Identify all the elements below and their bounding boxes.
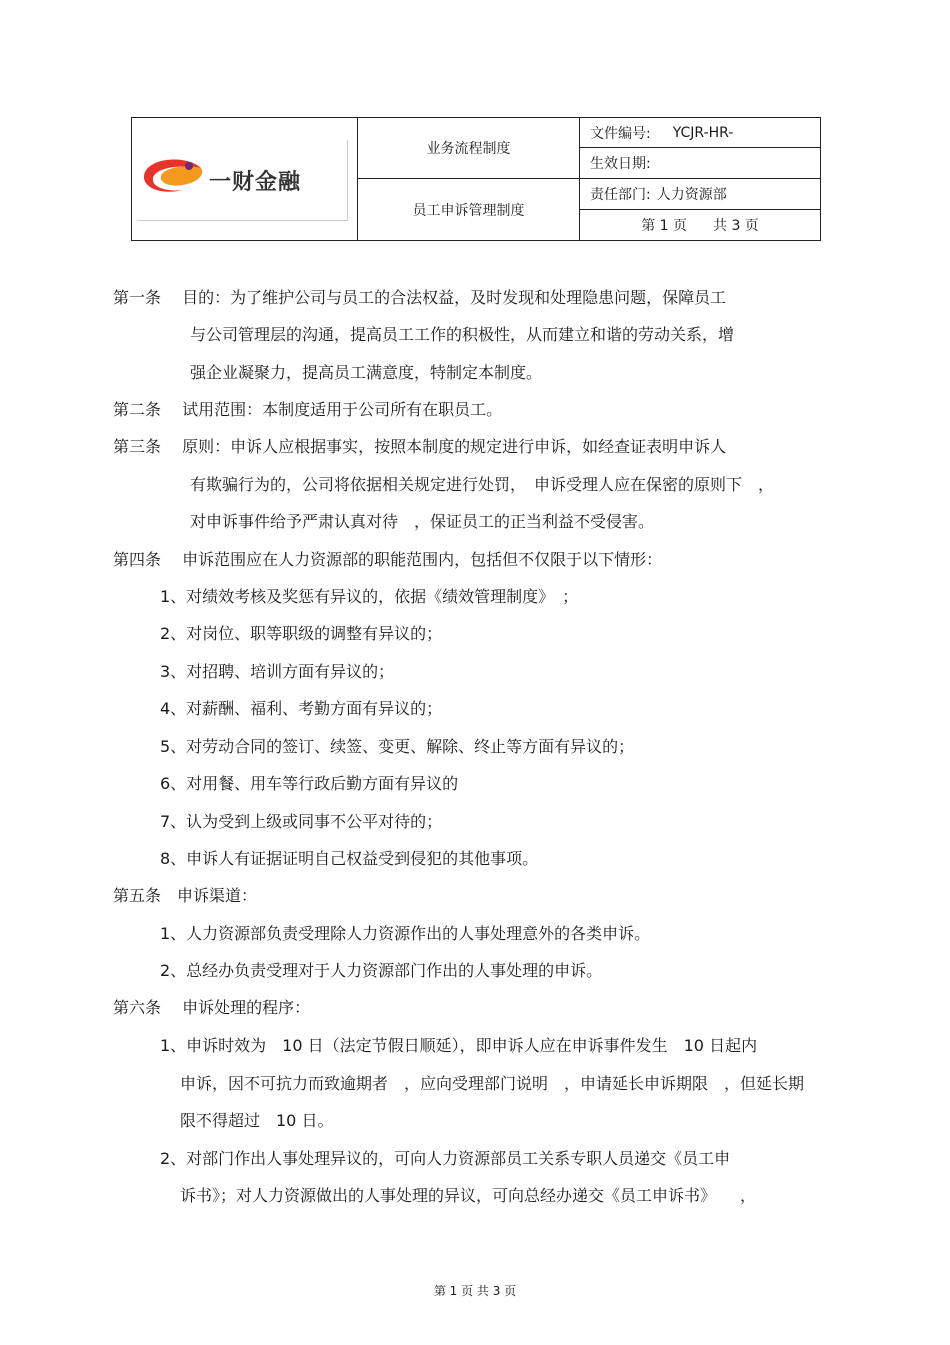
body-line: 诉书》；对人力资源做出的人事处理的异议，可向总经办递交《员工申诉书》 ， bbox=[180, 1186, 757, 1205]
effective-date-row bbox=[580, 148, 820, 179]
department-row bbox=[580, 179, 820, 210]
body-line: 第二条 试用范围：本制度适用于公司所有在职员工。 bbox=[113, 400, 503, 419]
doc-number-row bbox=[580, 118, 820, 148]
list-item: 1、人力资源部负责受理除人力资源作出的人事处理意外的各类申诉。 bbox=[160, 924, 651, 943]
body-line: 与公司管理层的沟通，提高员工工作的积极性，从而建立和谐的劳动关系，增 bbox=[190, 325, 735, 344]
list-item: 4、对薪酬、福利、考勤方面有异议的； bbox=[160, 699, 443, 718]
document-title: 员工申诉管理制度 bbox=[412, 202, 525, 219]
logo-swoosh-icon bbox=[139, 154, 209, 204]
page-total: 共 3 页 bbox=[713, 218, 759, 234]
title-cell bbox=[358, 179, 580, 240]
body-line: 有欺骗行为的，公司将依据相关规定进行处罚， 申诉受理人应在保密的原则下 ， bbox=[190, 475, 775, 494]
body-line: 第四条 申诉范围应在人力资源部的职能范围内，包括但不仅限于以下情形： bbox=[113, 550, 663, 569]
body-line: 申诉，因不可抗力而致逾期者 ，应向受理部门说明 ，申请延长申诉期限 ，但延长期 bbox=[180, 1074, 805, 1093]
doc-number-value: YCJR-HR- bbox=[672, 124, 734, 141]
body-line: 强企业凝聚力，提高员工满意度，特制定本制度。 bbox=[190, 363, 543, 382]
body-line: 第五条 申诉渠道： bbox=[113, 886, 258, 905]
page-current: 第 1 页 bbox=[641, 218, 687, 234]
list-item: 8、申诉人有证据证明自己权益受到侵犯的其他事项。 bbox=[160, 849, 539, 868]
body-line: 对申诉事件给予严肃认真对待 ，保证员工的正当利益不受侵害。 bbox=[190, 512, 655, 531]
list-item: 7、认为受到上级或同事不公平对待的； bbox=[160, 812, 443, 831]
list-item: 5、对劳动合同的签订、续签、变更、解除、终止等方面有异议的； bbox=[160, 737, 635, 756]
list-item: 2、对岗位、职等职级的调整有异议的； bbox=[160, 624, 443, 643]
logo-cell bbox=[132, 118, 358, 240]
logo-text: 一财金融 bbox=[209, 170, 302, 195]
category-label: 业务流程制度 bbox=[426, 141, 511, 157]
department-label: 责任部门: bbox=[590, 187, 651, 203]
list-item: 6、对用餐、用车等行政后勤方面有异议的 bbox=[160, 774, 459, 793]
body-line: 第一条 目的：为了维护公司与员工的合法权益，及时发现和处理隐患问题，保障员工 bbox=[113, 288, 727, 307]
page-footer: 第 1 页 共 3 页 bbox=[433, 1284, 517, 1298]
list-item: 2、总经办负责受理对于人力资源部门作出的人事处理的申诉。 bbox=[160, 961, 603, 980]
effective-date-label: 生效日期: bbox=[590, 156, 651, 172]
doc-number-label: 文件编号: bbox=[590, 125, 651, 142]
list-item: 2、对部门作出人事处理异议的，可向人力资源部员工关系专职人员递交《员工申 bbox=[160, 1149, 731, 1168]
list-item: 1、对绩效考核及奖惩有异议的，依据《绩效管理制度》 ； bbox=[160, 587, 579, 606]
body-line: 限不得超过 10 日。 bbox=[180, 1111, 334, 1130]
list-item: 1、申诉时效为 10 日（法定节假日顺延），即申诉人应在申诉事件发生 10 日起内 bbox=[160, 1036, 758, 1055]
department-value: 人力资源部 bbox=[656, 187, 727, 203]
company-logo bbox=[137, 140, 348, 221]
list-item: 3、对招聘、培训方面有异议的； bbox=[160, 662, 395, 681]
category-cell bbox=[358, 118, 580, 179]
body-line: 第三条 原则：申诉人应根据事实，按照本制度的规定进行申诉，如经查证表明申诉人 bbox=[113, 437, 727, 456]
document-header-table bbox=[131, 117, 821, 241]
body-line: 第六条 申诉处理的程序： bbox=[113, 998, 311, 1017]
page-info-row bbox=[580, 210, 820, 240]
